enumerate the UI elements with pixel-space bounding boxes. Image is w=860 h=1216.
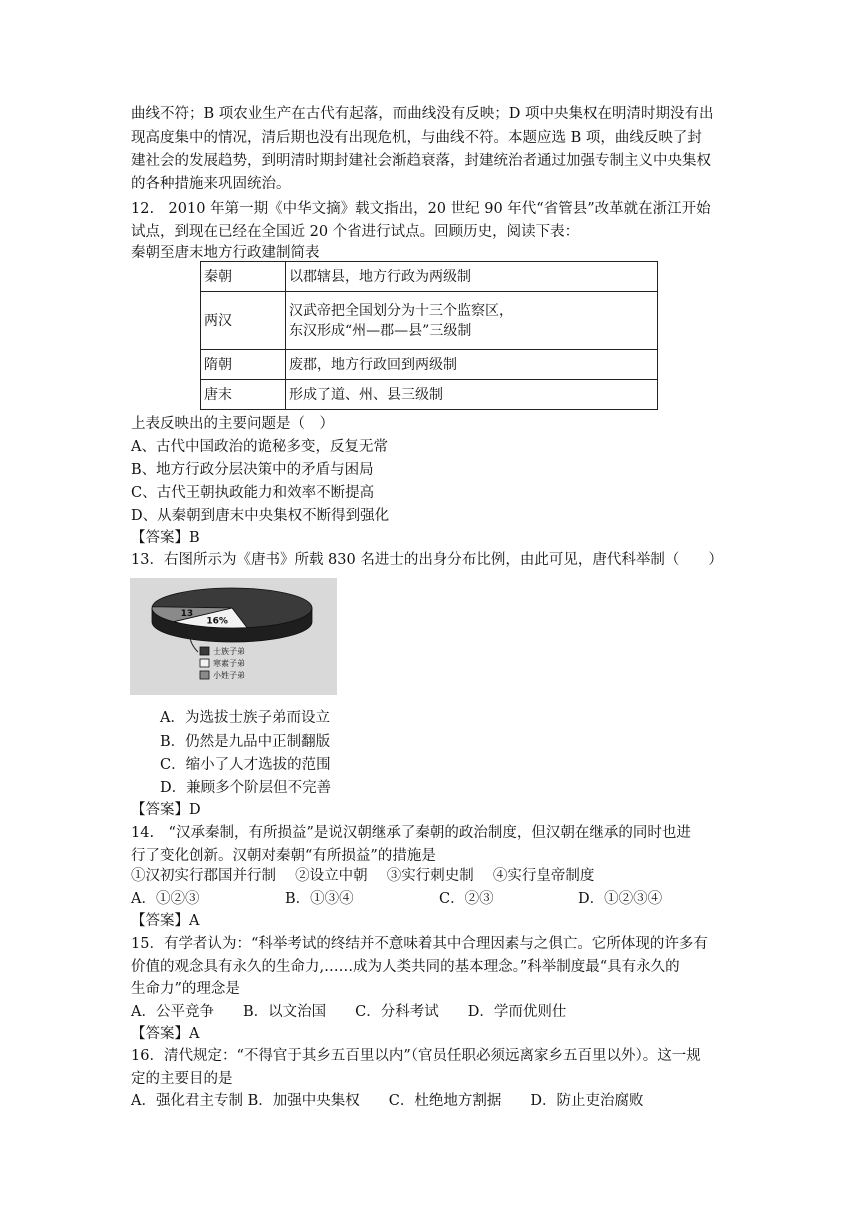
q14-option-b: B．①③④ bbox=[285, 891, 354, 907]
q16-options: A．强化君主专制 B．加强中央集权 C．杜绝地方割据 D．防止吏治腐败 bbox=[131, 1093, 644, 1109]
q15-answer: 【答案】A bbox=[131, 1026, 200, 1042]
q14-items: ①汉初实行郡国并行制 ②设立中朝 ③实行刺史制 ④实行皇帝制度 bbox=[131, 868, 595, 884]
q14-option-c: C．②③ bbox=[439, 891, 494, 907]
desc-line: 废郡，地方行政回到两级制 bbox=[289, 356, 457, 373]
q16-stem-line-2: 定的主要目的是 bbox=[131, 1071, 233, 1087]
legend-swatch bbox=[200, 659, 209, 667]
desc-line: 以郡辖县，地方行政为两级制 bbox=[289, 268, 471, 285]
table-row bbox=[201, 292, 658, 350]
admin-system-table bbox=[200, 261, 658, 410]
pie-3d-group bbox=[152, 588, 312, 642]
q12-question: 上表反映出的主要问题是（ ） bbox=[131, 416, 334, 432]
pie-chart-svg bbox=[130, 578, 337, 695]
desc-cell bbox=[286, 380, 658, 410]
pie-slice-label: 16% bbox=[206, 616, 228, 627]
desc-line: 汉武帝把全国划分为十三个监察区， bbox=[289, 302, 513, 319]
q12-option-c: C、古代王朝执政能力和效率不断提高 bbox=[131, 485, 375, 501]
legend-swatch bbox=[200, 671, 209, 679]
q15-stem-line-2: 价值的观念具有永久的生命力,……成为人类共同的基本理念。”科举制度最“具有永久的 bbox=[131, 959, 680, 975]
q12-answer: 【答案】B bbox=[131, 530, 200, 546]
prev-answer-line-4: 的各种措施来巩固统治。 bbox=[131, 176, 291, 192]
q13-option-a: A．为选拔士族子弟而设立 bbox=[160, 710, 330, 726]
prev-answer-line-2: 现高度集中的情况，清后期也没有出现危机，与曲线不符。本题应选 B 项，曲线反映了封 bbox=[131, 130, 702, 146]
q12-table-title: 秦朝至唐末地方行政建制简表 bbox=[131, 245, 320, 261]
q13-option-c: C．缩小了人才选拔的范围 bbox=[160, 757, 331, 773]
q15-stem-line-1: 15．有学者认为：“科举考试的终结并不意味着其中合理因素与之俱亡。它所体现的许多有 bbox=[131, 936, 708, 952]
legend-label: 寒素子弟 bbox=[213, 659, 245, 668]
prev-answer-line-3: 建社会的发展趋势，到明清时期封建社会渐趋衰落，封建统治者通过加强专制主义中央集权 bbox=[131, 153, 711, 169]
q15-options: A．公平竞争 B．以文治国 C．分科考试 D．学而优则仕 bbox=[131, 1004, 567, 1020]
q12-option-b: B、地方行政分层决策中的矛盾与困局 bbox=[131, 462, 374, 478]
q14-option-d: D．①②③④ bbox=[578, 891, 663, 907]
legend-swatch bbox=[200, 647, 209, 655]
q14-stem-line-2: 行了变化创新。汉朝对秦朝“有所损益”的措施是 bbox=[131, 848, 436, 864]
q14-answer: 【答案】A bbox=[131, 913, 200, 929]
era-cell: 唐末 bbox=[201, 380, 286, 410]
q13-stem: 13．右图所示为《唐书》所载 830 名进士的出身分布比例，由此可见，唐代科举制（ ） bbox=[131, 552, 723, 568]
pie-slice-label: 13 bbox=[180, 609, 194, 620]
q12-option-a: A、古代中国政治的诡秘多变，反复无常 bbox=[131, 439, 388, 455]
q13-option-d: D．兼顾多个阶层但不完善 bbox=[160, 780, 332, 796]
desc-cell bbox=[286, 350, 658, 380]
prev-answer-line-1: 曲线不符；B 项农业生产在古代有起落，而曲线没有反映；D 项中央集权在明清时期没有出 bbox=[131, 106, 714, 122]
q16-stem-line-1: 16．清代规定：“不得官于其乡五百里以内”（官员任职必须远离家乡五百里以外）。这一规 bbox=[131, 1048, 701, 1064]
era-cell: 两汉 bbox=[201, 292, 286, 350]
era-cell: 秦朝 bbox=[201, 262, 286, 292]
q14-stem-line-1: 14. “汉承秦制，有所损益”是说汉朝继承了秦朝的政治制度，但汉朝在继承的同时也进 bbox=[131, 825, 691, 841]
desc-cell bbox=[286, 262, 658, 292]
q13-option-b: B．仍然是九品中正制翻版 bbox=[160, 734, 331, 750]
q12-stem-line-1: 12. 2010 年第一期《中华文摘》载文指出，20 世纪 90 年代“省管县”改革就在浙江开始 bbox=[131, 201, 711, 217]
desc-cell bbox=[286, 292, 658, 350]
era-cell: 隋朝 bbox=[201, 350, 286, 380]
pie-chart-image bbox=[130, 578, 337, 695]
desc-line: 东汉形成“州—郡—县”三级制 bbox=[289, 322, 472, 339]
desc-line: 形成了道、州、县三级制 bbox=[289, 386, 443, 403]
table-row bbox=[201, 350, 658, 380]
q12-stem-line-2: 试点，到现在已经在全国近 20 个省进行试点。回顾历史，阅读下表： bbox=[131, 224, 580, 240]
legend-label: 小姓子弟 bbox=[213, 671, 245, 680]
q15-stem-line-3: 生命力”的理念是 bbox=[131, 981, 240, 997]
legend-label: 士族子弟 bbox=[213, 647, 245, 656]
table-row bbox=[201, 262, 658, 292]
table-row bbox=[201, 380, 658, 410]
q14-option-a: A．①②③ bbox=[131, 891, 200, 907]
q12-option-d: D、从秦朝到唐末中央集权不断得到强化 bbox=[131, 508, 390, 524]
q13-answer: 【答案】D bbox=[131, 802, 201, 818]
